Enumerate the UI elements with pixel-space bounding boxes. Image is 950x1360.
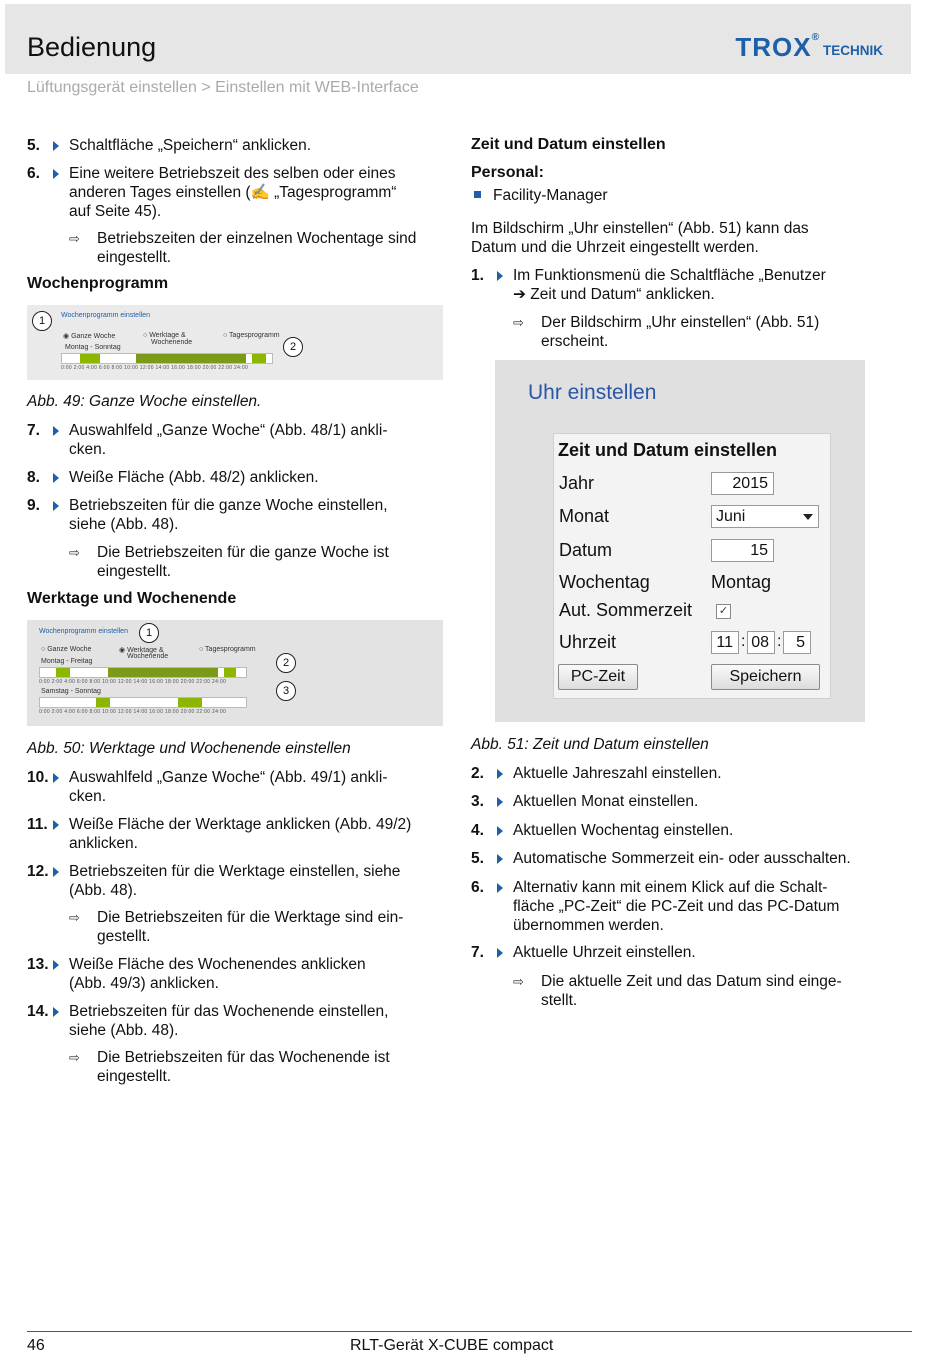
step-text: [69, 164, 396, 221]
radio-ganze-woche[interactable]: ○ Ganze Woche: [41, 646, 92, 653]
sommerzeit-checkbox[interactable]: ✓: [716, 604, 731, 619]
fig-title: Wochenprogramm einstellen: [61, 312, 150, 319]
line: cken.: [69, 441, 107, 458]
step-arrow-icon: [497, 271, 503, 281]
step-arrow-icon: [497, 769, 503, 779]
line: ➔ Zeit und Datum“ anklicken.: [513, 286, 715, 303]
logo-sub: TECHNIK: [823, 43, 883, 58]
green-segment: [252, 354, 266, 363]
result-arrow-icon: ⇨: [69, 545, 80, 560]
line: auf Seite 45).: [69, 203, 162, 220]
step-number: 5.: [27, 137, 40, 154]
step-arrow-icon: [53, 426, 59, 436]
step-number: 6.: [471, 879, 484, 896]
line: Eine weitere Betriebszeit des selben oder eines: [69, 165, 396, 182]
step-arrow-icon: [497, 826, 503, 836]
jahr-input[interactable]: 2015: [711, 472, 774, 495]
green-segment: [224, 668, 236, 677]
line: (Abb. 49/3) anklicken.: [69, 975, 219, 992]
step-number: 8.: [27, 469, 40, 486]
panel-title: Zeit und Datum einstellen: [558, 440, 778, 460]
result-text: [97, 1048, 390, 1086]
line: eingestellt.: [97, 249, 172, 266]
line: Betriebszeiten für die ganze Woche einstellen,: [69, 497, 388, 514]
label-wochentag: Wochentag: [559, 572, 650, 592]
datum-input[interactable]: 15: [711, 539, 774, 562]
pc-zeit-button[interactable]: PC-Zeit: [558, 664, 638, 690]
line: Im Funktionsmenü die Schaltfläche „Benutzer: [513, 267, 826, 284]
step-arrow-icon: [53, 169, 59, 179]
step-number: 6.: [27, 165, 40, 182]
line: fläche „PC-Zeit“ die PC-Zeit und das PC-Datum: [513, 898, 840, 915]
timeline-bar[interactable]: [61, 353, 273, 364]
radio-werktage[interactable]: ○ Werktage &: [143, 332, 186, 339]
step-number: 12.: [27, 863, 49, 880]
result-text: [541, 313, 819, 351]
step-arrow-icon: [53, 773, 59, 783]
green-segment: [108, 668, 218, 677]
heading-wochenprogramm: Wochenprogramm: [27, 275, 169, 292]
step-arrow-icon: [53, 501, 59, 511]
step-text: [69, 496, 388, 534]
line: Datum und die Uhrzeit eingestellt werden.: [471, 239, 759, 256]
result-arrow-icon: ⇨: [513, 315, 524, 330]
step-text: Aktuelle Jahreszahl einstellen.: [513, 765, 722, 782]
step-number: 14.: [27, 1003, 49, 1020]
step-text: [69, 862, 400, 900]
result-text: [97, 229, 416, 267]
timeline-bar-wochenende[interactable]: [39, 697, 247, 708]
line: siehe (Abb. 48).: [69, 1022, 179, 1039]
step-arrow-icon: [53, 867, 59, 877]
step-text: [69, 1002, 388, 1040]
step-text: [513, 878, 839, 935]
line: Die Betriebszeiten für das Wochenende ist: [97, 1049, 390, 1066]
green-segment: [178, 698, 202, 707]
fig-title: Wochenprogramm einstellen: [39, 628, 128, 635]
row-label-1: Montag - Freitag: [41, 658, 93, 665]
step-arrow-icon: [497, 948, 503, 958]
radio-tagesprogramm[interactable]: ○ Tagesprogramm: [199, 646, 256, 653]
radio-ganze-woche[interactable]: ◉ Ganze Woche: [63, 333, 116, 340]
radio-werktage-2: Wochenende: [151, 339, 193, 346]
line: Die Betriebszeiten für die Werktage sind ein-: [97, 909, 404, 926]
line: eingestellt.: [97, 1068, 172, 1085]
line: Im Bildschirm „Uhr einstellen“ (Abb. 51) kann das: [471, 220, 809, 237]
line: Betriebszeiten für die Werktage einstellen, siehe: [69, 863, 401, 880]
step-text: Aktuellen Wochentag einstellen.: [513, 822, 734, 839]
line: Weiße Fläche der Werktage anklicken (Abb. 49/2): [69, 816, 412, 833]
trox-logo: [735, 34, 883, 60]
line: eingestellt.: [97, 563, 172, 580]
link-tagesprogramm[interactable]: anderen Tages einstellen (✍ „Tagesprogramm“: [69, 184, 397, 201]
tick-labels: 0:00 2:00 4:00 6:00 8:00 10:00 12:00 14:00 16:00 18:00 20:00 22:00 24:00: [39, 709, 227, 715]
line: Weiße Fläche des Wochenendes anklicken: [69, 956, 366, 973]
result-arrow-icon: ⇨: [69, 910, 80, 925]
step-number: 11.: [27, 816, 48, 833]
line: (Abb. 48).: [69, 882, 138, 899]
screen-title: Uhr einstellen: [528, 381, 657, 404]
radio-werktage[interactable]: ◉ Werktage &: [119, 647, 164, 654]
line: übernommen werden.: [513, 917, 664, 934]
callout-1: 1: [139, 623, 159, 643]
step-number: 7.: [27, 422, 40, 439]
result-text: [97, 908, 403, 946]
line: Auswahlfeld „Ganze Woche“ (Abb. 48/1) ankli-: [69, 422, 388, 439]
square-bullet-icon: [474, 191, 481, 198]
step-arrow-icon: [53, 473, 59, 483]
callout-3: 3: [276, 681, 296, 701]
step-text: Aktuelle Uhrzeit einstellen.: [513, 944, 696, 961]
line: siehe (Abb. 48).: [69, 516, 179, 533]
radio-tagesprogramm[interactable]: ○ Tagesprogramm: [223, 332, 280, 339]
page-number: 46: [27, 1337, 45, 1354]
personal-item: [471, 186, 608, 205]
result-arrow-icon: ⇨: [69, 231, 80, 246]
callout-1: 1: [32, 311, 52, 331]
footer-divider: [27, 1331, 912, 1332]
line: Auswahlfeld „Ganze Woche“ (Abb. 49/1) ankli-: [69, 769, 388, 786]
step-arrow-icon: [53, 1007, 59, 1017]
label-jahr: Jahr: [559, 473, 595, 493]
step-number: 5.: [471, 850, 484, 867]
line: Die aktuelle Zeit und das Datum sind einge-: [541, 973, 842, 990]
result-text: [541, 972, 842, 1010]
line: gestellt.: [97, 928, 151, 945]
step-text: [69, 815, 411, 853]
line: Betriebszeiten der einzelnen Wochentage sind: [97, 230, 417, 247]
step-arrow-icon: [497, 797, 503, 807]
speichern-button[interactable]: Speichern: [711, 664, 820, 690]
row-label: Montag - Sonntag: [65, 344, 121, 351]
monat-select[interactable]: [711, 505, 819, 528]
step-arrow-icon: [497, 854, 503, 864]
line: erscheint.: [541, 333, 609, 350]
step-arrow-icon: [53, 141, 59, 151]
page-header: [5, 4, 911, 74]
caption-51: Abb. 51: Zeit und Datum einstellen: [471, 736, 709, 753]
wochentag-value: Montag: [711, 572, 772, 592]
label-sommerzeit: Aut. Sommerzeit: [559, 600, 693, 620]
caption-49: Abb. 49: Ganze Woche einstellen.: [27, 393, 262, 410]
breadcrumb: Lüftungsgerät einstellen > Einstellen mit WEB-Interface: [27, 79, 419, 96]
step-text: Aktuellen Monat einstellen.: [513, 793, 699, 810]
green-segment: [96, 698, 110, 707]
label-monat: Monat: [559, 506, 610, 526]
time-separator: :: [741, 633, 746, 650]
green-segment: [80, 354, 100, 363]
callout-2: 2: [276, 653, 296, 673]
label-datum: Datum: [559, 540, 613, 560]
green-segment: [56, 668, 70, 677]
timeline-bar-werktage[interactable]: [39, 667, 247, 678]
uhr-einstellen-screen: [495, 360, 865, 722]
step-number: 3.: [471, 793, 484, 810]
callout-2: 2: [283, 337, 303, 357]
line: Alternativ kann mit einem Klick auf die Schalt-: [513, 879, 828, 896]
monat-value: Juni: [716, 508, 746, 525]
logo-registered: ®: [811, 32, 819, 43]
step-number: 9.: [27, 497, 40, 514]
caption-50: Abb. 50: Werktage und Wochenende einstellen: [27, 740, 351, 757]
dropdown-arrow-icon: [803, 514, 813, 520]
result-arrow-icon: ⇨: [69, 1050, 80, 1065]
step-number: 4.: [471, 822, 484, 839]
step-arrow-icon: [53, 960, 59, 970]
line: anklicken.: [69, 835, 138, 852]
zeit-datum-panel: [553, 433, 831, 699]
step-number: 7.: [471, 944, 484, 961]
step-number: 13.: [27, 956, 49, 973]
line: Betriebszeiten für das Wochenende einstellen,: [69, 1003, 389, 1020]
step-text: [69, 768, 387, 806]
step-number: 1.: [471, 267, 484, 284]
radio-werktage-2: Wochenende: [127, 653, 169, 660]
step-text: [513, 266, 826, 304]
step-text: [69, 421, 387, 459]
heading-zeit-datum: Zeit und Datum einstellen: [471, 136, 666, 153]
step-text: Automatische Sommerzeit ein- oder ausschalten.: [513, 850, 851, 867]
hour-input[interactable]: 11: [711, 631, 739, 654]
step-text: [69, 955, 366, 993]
line: Die Betriebszeiten für die ganze Woche ist: [97, 544, 389, 561]
page-title: Bedienung: [27, 32, 157, 62]
step-arrow-icon: [53, 820, 59, 830]
heading-werktage: Werktage und Wochenende: [27, 590, 237, 607]
second-input[interactable]: 5: [783, 631, 811, 654]
document-title: RLT-Gerät X-CUBE compact: [350, 1337, 554, 1354]
step-number: 10.: [27, 769, 49, 786]
label-uhrzeit: Uhrzeit: [559, 632, 617, 652]
logo-main: TROX: [735, 32, 812, 62]
minute-input[interactable]: 08: [747, 631, 775, 654]
step-arrow-icon: [497, 883, 503, 893]
line: stellt.: [541, 992, 578, 1009]
step-text: Weiße Fläche (Abb. 48/2) anklicken.: [69, 469, 319, 486]
intro: [471, 219, 809, 257]
tick-labels: 0:00 2:00 4:00 6:00 8:00 10:00 12:00 14:00 16:00 18:00 20:00 22:00 24:00: [61, 365, 249, 371]
figure-49: [27, 305, 443, 380]
heading-personal: Personal:: [471, 164, 544, 181]
result-text: [97, 543, 389, 581]
tick-labels: 0:00 2:00 4:00 6:00 8:00 10:00 12:00 14:00 16:00 18:00 20:00 22:00 24:00: [39, 679, 227, 685]
result-arrow-icon: ⇨: [513, 974, 524, 989]
line: cken.: [69, 788, 107, 805]
personal-text: Facility-Manager: [493, 187, 608, 204]
line: Der Bildschirm „Uhr einstellen“ (Abb. 51): [541, 314, 820, 331]
time-separator: :: [777, 633, 782, 650]
step-number: 2.: [471, 765, 484, 782]
step-text: Schaltfläche „Speichern“ anklicken.: [69, 137, 312, 154]
row-label-2: Samstag - Sonntag: [41, 688, 101, 695]
figure-50: [27, 620, 443, 726]
green-segment: [136, 354, 246, 363]
